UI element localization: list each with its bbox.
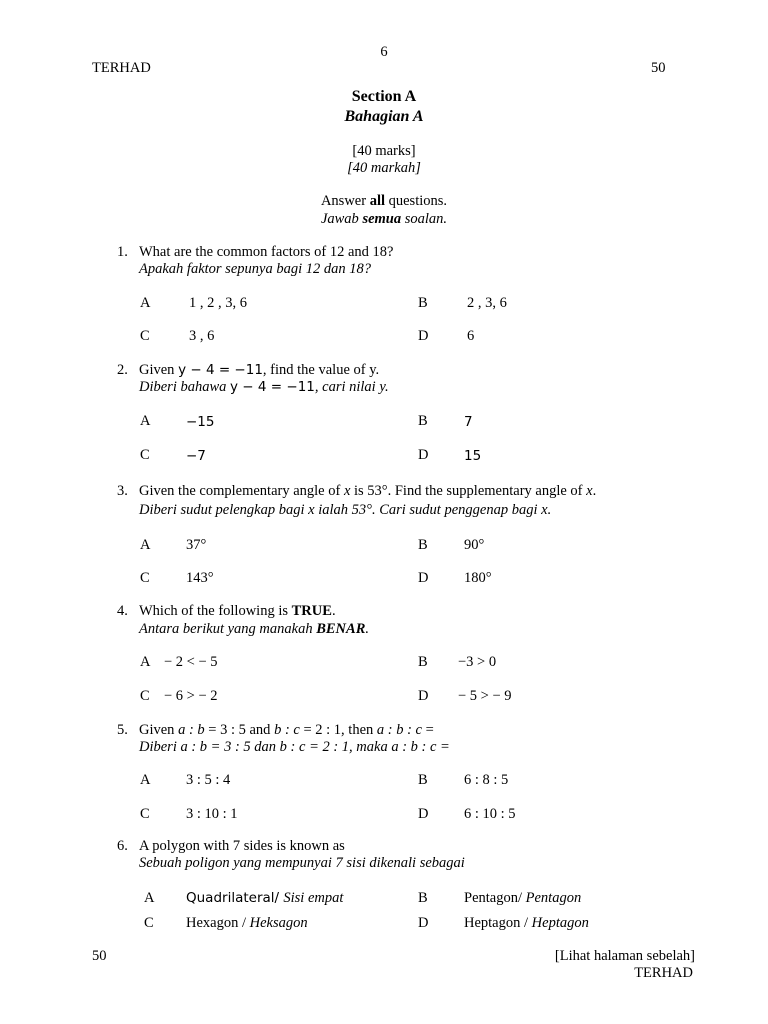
option-letter-c: C — [140, 447, 150, 463]
question-number: 1. — [117, 244, 128, 260]
option-d: Heptagon / Heptagon — [464, 915, 589, 931]
footer-code: 50 — [92, 948, 107, 964]
question-number: 6. — [117, 838, 128, 854]
option-c: −7 — [186, 448, 206, 464]
option-letter-a: A — [144, 890, 155, 906]
option-b: 7 — [464, 414, 473, 430]
option-letter-d: D — [418, 688, 429, 704]
question-text: Given the complementary angle of x is 53°. Find the supplementary angle of x. — [139, 483, 597, 499]
option-letter-c: C — [144, 915, 154, 931]
option-b: Pentagon/ Pentagon — [464, 890, 582, 906]
option-letter-d: D — [418, 915, 429, 931]
option-letter-a: A — [140, 537, 151, 553]
question-text-ms: Apakah faktor sepunya bagi 12 dan 18? — [139, 261, 371, 277]
header-code: 50 — [651, 60, 666, 76]
section-marks: [40 marks] — [352, 143, 416, 159]
option-letter-d: D — [418, 806, 429, 822]
option-b: −3 > 0 — [458, 654, 497, 670]
option-letter-b: B — [418, 890, 428, 906]
question-text: Given y − 4 = −11, find the value of y. — [139, 362, 380, 378]
section-title-ms: Bahagian A — [344, 108, 424, 125]
option-a: 3 : 5 : 4 — [186, 772, 231, 788]
option-d: 15 — [464, 448, 482, 464]
option-letter-b: B — [418, 654, 428, 670]
option-letter-c: C — [140, 328, 150, 344]
option-d: − 5 > − 9 — [458, 688, 512, 704]
option-c: 3 , 6 — [189, 328, 215, 344]
question-text: A polygon with 7 sides is known as — [139, 838, 345, 854]
section-title: Section A — [351, 88, 417, 105]
instruction: Answer all questions. — [320, 193, 448, 209]
option-letter-d: D — [418, 570, 429, 586]
option-letter-c: C — [140, 570, 150, 586]
option-d: 180° — [464, 570, 492, 586]
option-c: − 6 > − 2 — [164, 688, 218, 704]
option-d: 6 : 10 : 5 — [464, 806, 516, 822]
option-letter-b: B — [418, 413, 428, 429]
question-text-ms: Sebuah poligon yang mempunyai 7 sisi dikenali sebagai — [139, 855, 465, 871]
option-a: − 2 < − 5 — [164, 654, 218, 670]
option-b: 6 : 8 : 5 — [464, 772, 509, 788]
question-number: 3. — [117, 483, 128, 499]
option-a: 37° — [186, 537, 207, 553]
option-letter-d: D — [418, 447, 429, 463]
option-letter-d: D — [418, 328, 429, 344]
option-a: Quadrilateral/ Sisi empat — [186, 890, 344, 906]
instruction-ms: Jawab semua soalan. — [320, 211, 448, 227]
question-text: What are the common factors of 12 and 18? — [139, 244, 394, 260]
option-letter-a: A — [140, 413, 151, 429]
question-number: 4. — [117, 603, 128, 619]
question-text: Given a : b = 3 : 5 and b : c = 2 : 1, then a : b : c = — [139, 722, 434, 738]
option-letter-a: A — [140, 772, 151, 788]
option-letter-c: C — [140, 806, 150, 822]
option-letter-b: B — [418, 772, 428, 788]
option-b: 90° — [464, 537, 485, 553]
question-number: 5. — [117, 722, 128, 738]
option-c: Hexagon / Heksagon — [186, 915, 308, 931]
footer-classification: TERHAD — [634, 965, 693, 981]
question-text-ms: Diberi sudut pelengkap bagi x ialah 53°. Cari sudut penggenap bagi x. — [139, 502, 552, 518]
option-letter-a: A — [140, 654, 151, 670]
option-c: 3 : 10 : 1 — [186, 806, 238, 822]
question-text-ms: Diberi bahawa y − 4 = −11, cari nilai y. — [139, 379, 389, 395]
question-text-ms: Diberi a : b = 3 : 5 dan b : c = 2 : 1, maka a : b : c = — [139, 739, 450, 755]
option-letter-c: C — [140, 688, 150, 704]
question-text-ms: Antara berikut yang manakah BENAR. — [139, 621, 369, 637]
section-marks-ms: [40 markah] — [347, 160, 421, 176]
option-letter-b: B — [418, 295, 428, 311]
option-letter-b: B — [418, 537, 428, 553]
page-number: 6 — [380, 44, 388, 60]
option-d: 6 — [467, 328, 475, 344]
header-classification: TERHAD — [92, 60, 151, 76]
footer-next-page: [Lihat halaman sebelah] — [554, 948, 695, 964]
option-letter-a: A — [140, 295, 151, 311]
option-a: 1 , 2 , 3, 6 — [189, 295, 247, 311]
option-c: 143° — [186, 570, 214, 586]
question-number: 2. — [117, 362, 128, 378]
option-b: 2 , 3, 6 — [467, 295, 507, 311]
question-text: Which of the following is TRUE. — [139, 603, 336, 619]
option-a: −15 — [186, 414, 215, 430]
